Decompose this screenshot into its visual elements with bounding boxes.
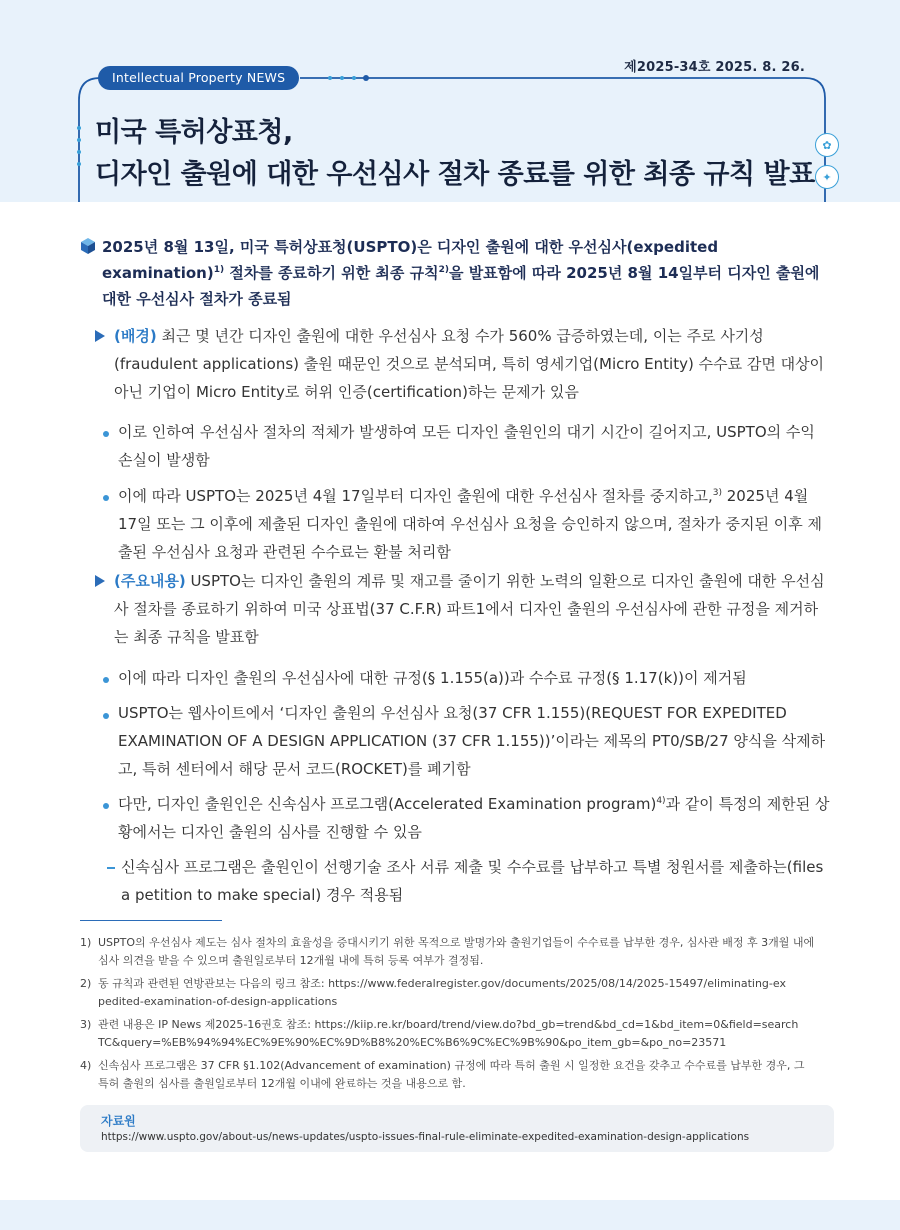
main-content-bullet-2: USPTO는 웹사이트에서 ‘디자인 출원의 우선심사 요청(37 CFR 1.155)(REQUEST FOR EXPEDITED EXAMINATION OF A DESIGN APPLICATION (37 CFR 1.155))’이라는 제목의 PT0/SB/27 양식을 삭제하고, 특허 센터에서 해당 문서 코드(ROCKET)를 폐기함 bbox=[118, 704, 826, 778]
main-content-bullet-1: 이에 따라 디자인 출원의 우선심사에 대한 규정(§ 1.155(a))과 수수료 규정(§ 1.17(k))이 제거됨 bbox=[118, 669, 747, 687]
footnote-ref-1[interactable]: 1) bbox=[213, 265, 225, 275]
globe-icon: ✿ bbox=[815, 133, 839, 157]
main-content-label: (주요내용) bbox=[114, 572, 186, 590]
main-content-bullet-3: 다만, 디자인 출원인은 신속심사 프로그램(Accelerated Examination program)$^{4)}$과 같이 특정의 제한된 상황에서는 디자인 출원의 심사를 진행할 수 있음 bbox=[118, 795, 830, 841]
footnote-ref-2[interactable]: 2) bbox=[438, 265, 449, 275]
dash-bullet-icon bbox=[107, 867, 115, 869]
news-tag: Intellectual Property NEWS bbox=[98, 66, 299, 90]
bullet-dot-icon bbox=[103, 677, 109, 683]
background-bullet-2: 이에 따라 USPTO는 2025년 4월 17일부터 디자인 출원에 대한 우선심사 절차를 중지하고,$^{3)}$ 2025년 4월 17일 또는 그 이후에 제출된 디자인 출원에 대하여 우선심사 요청을 승인하지 않으며, 절차가 중지된 이후 제출된 우선심사 요청과 관련된 수수료는 환불 처리함 bbox=[118, 487, 822, 561]
footnote-4: 4) 신속심사 프로그램은 37 CFR §1.102(Advancement of examination) 규정에 따라 특허 출원 시 일정한 요건을 갖추고 수수료를 납부한 경우, 그 특허 출원의 심사를 출원일로부터 12개월 이내에 완료하는 것을 내용으로 함. bbox=[80, 1059, 805, 1090]
triangle-bullet-icon bbox=[95, 575, 105, 587]
background-text: 최근 몇 년간 디자인 출원에 대한 우선심사 요청 수가 560% 급증하였는데, 이는 주로 사기성(fraudulent applications) 출원 때문인 것으로 분석되며, 특히 영세기업(Micro Entity) 수수료 감면 대상이 아닌 기업이 Micro Entity로 허위 인증(certification)하는 문제가 있음 bbox=[114, 327, 825, 401]
background-section bbox=[114, 322, 830, 406]
main-content-text: USPTO는 디자인 출원의 계류 및 재고를 줄이기 위한 노력의 일환으로 디자인 출원에 대한 우선심사 절차를 종료하기 위하여 미국 상표법(37 C.F.R) 파트1에서 디자인 출원의 우선심사에 관한 규정을 제거하는 최종 규칙을 발표함 bbox=[114, 572, 825, 646]
source-label: 자료원 bbox=[101, 1114, 136, 1128]
triangle-bullet-icon bbox=[95, 330, 105, 342]
main-content-dash-1: 신속심사 프로그램은 출원인이 선행기술 조사 서류 제출 및 수수료를 납부하고 특별 청원서를 제출하는(files a petition to make special) 경우 적용됨 bbox=[121, 858, 824, 904]
network-icon: ✦ bbox=[815, 165, 839, 189]
title-line-2: 디자인 출원에 대한 우선심사 절차 종료를 위한 최종 규칙 발표 bbox=[95, 159, 815, 190]
bullet-dot-icon bbox=[103, 713, 109, 719]
main-point: 2025년 8월 13일, 미국 특허상표청(USPTO)은 디자인 출원에 대한 우선심사(expedited examination)$^{1)}$ 절차를 종료하기 위한 최종 규칙$^{2)}$을 발표함에 따라 2025년 8월 14일부터 디자인 출원에 대한 우선심사 절차가 종료됨 bbox=[102, 238, 820, 308]
source-box bbox=[80, 1105, 834, 1152]
cube-icon bbox=[80, 237, 96, 255]
bullet-dot-icon bbox=[103, 803, 109, 809]
bullet-dot-icon bbox=[103, 431, 109, 437]
source-link[interactable]: https://www.uspto.gov/about-us/news-updates/uspto-issues-final-rule-eliminate-expedited-examination-design-applications bbox=[101, 1131, 750, 1143]
bullet-dot-icon bbox=[103, 495, 109, 501]
background-bullet-1: 이로 인하여 우선심사 절차의 적체가 발생하여 모든 디자인 출원인의 대기 시간이 길어지고, USPTO의 수익 손실이 발생함 bbox=[118, 423, 815, 469]
footer-band bbox=[0, 1200, 900, 1230]
issue-number: 제2025-34호 2025. 8. 26. bbox=[624, 60, 805, 75]
footnote-3: 3) 관련 내용은 IP News 제2025-16권호 참조: https://kiip.re.kr/board/trend/view.do?bd_gb=trend&bd_cd=1&bd_item=0&field=search TC&query=%EB%94%94%EC%9E%90%EC%9D%B8%20%EC%B6%9C%EC%9B%90&po_item_gb=&po_no=23571 bbox=[80, 1018, 799, 1049]
footnote-ref-4[interactable]: 4) bbox=[656, 796, 666, 806]
footnote-ref-3[interactable]: 3) bbox=[712, 488, 722, 498]
footnote-2: 2) 동 규칙과 관련된 연방관보는 다음의 링크 참조: https://www.federalregister.gov/documents/2025/08/14/2025-15497/eliminating-ex pedited-examination-of-design-applications bbox=[80, 977, 786, 1008]
main-content-section bbox=[114, 567, 830, 651]
page-title bbox=[95, 112, 815, 196]
title-line-1: 미국 특허상표청, bbox=[95, 117, 293, 148]
background-label: (배경) bbox=[114, 327, 157, 345]
footnote-divider bbox=[80, 920, 222, 921]
footnote-1: 1) USPTO의 우선심사 제도는 심사 절차의 효율성을 증대시키기 위한 목적으로 발명가와 출원기업들이 수수료를 납부한 경우, 심사관 배정 후 3개월 내에 심사 의견을 받을 수 있으며 출원일로부터 12개월 내에 특허 등록 여부가 결정됨. bbox=[80, 936, 815, 967]
